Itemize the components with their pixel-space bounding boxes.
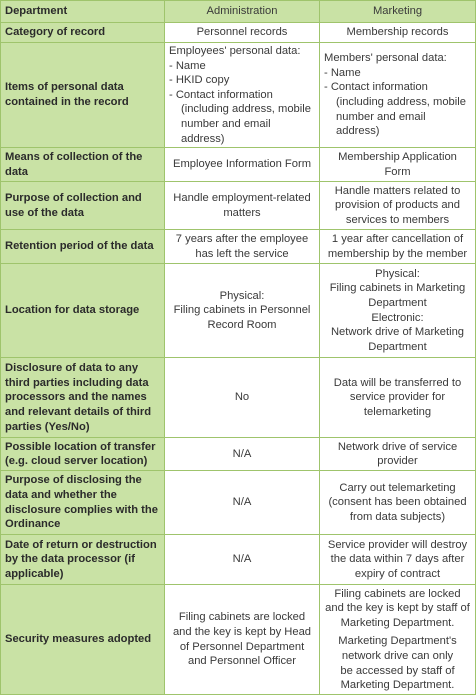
cell-line: Filing cabinets in Personnel	[173, 304, 311, 317]
cell-line: Physical:	[375, 267, 420, 280]
cell-line: Marketing Department.	[340, 679, 455, 692]
table-row	[1, 182, 476, 230]
admin-cell: Handle employment-related matters	[165, 182, 320, 230]
table-row	[1, 585, 476, 695]
admin-cell: N/A	[165, 438, 320, 471]
table-row	[1, 230, 476, 264]
cell-line: - Name	[324, 66, 361, 79]
marketing-cell	[320, 264, 476, 358]
row-label: Location for data storage	[1, 264, 165, 358]
header-department: Department	[1, 1, 165, 23]
marketing-cell: Service provider will destroy the data within 7 days after expiry of contract	[320, 535, 476, 585]
cell-line: be accessed by staff of	[340, 664, 455, 677]
cell-line: Department	[368, 297, 427, 310]
header-row	[1, 1, 476, 23]
row-label: Purpose of disclosing the data and whether the disclosure complies with the Ordinance	[1, 471, 165, 535]
cell-line: Department	[368, 340, 427, 353]
row-label: Security measures adopted	[1, 585, 165, 695]
marketing-cell: Handle matters related to provision of products and services to members	[320, 182, 476, 230]
marketing-cell: Membership records	[320, 23, 476, 43]
cell-line: (including address, mobile	[336, 96, 466, 109]
row-label: Category of record	[1, 23, 165, 43]
cell-line: - Name	[169, 59, 206, 72]
cell-line: - Contact information	[324, 81, 428, 94]
table-row	[1, 148, 476, 182]
admin-cell: N/A	[165, 535, 320, 585]
admin-cell: Personnel records	[165, 23, 320, 43]
cell-line: Network drive of Marketing	[330, 326, 465, 339]
cell-line: Employees' personal data:	[169, 45, 301, 57]
cell-line: Marketing Department's	[338, 635, 457, 648]
row-label: Disclosure of data to any third parties including data processors and the names and relevant details of third parties (Yes/No)	[1, 358, 165, 438]
admin-cell	[165, 264, 320, 358]
row-label: Possible location of transfer (e.g. cloud server location)	[1, 438, 165, 471]
cell-line: (including address, mobile	[181, 103, 311, 116]
cell-line: Electronic:	[371, 311, 424, 324]
cell-line: and the key is kept by staff of	[325, 602, 470, 615]
marketing-cell	[320, 43, 476, 148]
marketing-cell: Carry out telemarketing (consent has been obtained from data subjects)	[320, 471, 476, 535]
row-label: Items of personal data contained in the record	[1, 43, 165, 148]
cell-line: Filing cabinets in Marketing	[329, 282, 466, 295]
marketing-cell	[320, 585, 476, 695]
table-row	[1, 23, 476, 43]
cell-line: Filing cabinets are locked	[334, 587, 461, 600]
admin-cell: N/A	[165, 471, 320, 535]
cell-line: Marketing Department.	[340, 616, 455, 629]
marketing-cell: Data will be transferred to service provider for telemarketing	[320, 358, 476, 438]
cell-line: - Contact information	[169, 88, 273, 101]
table-row	[1, 535, 476, 585]
admin-cell: Employee Information Form	[165, 148, 320, 182]
table-row	[1, 43, 476, 148]
cell-line: - HKID copy	[169, 74, 230, 87]
admin-cell: No	[165, 358, 320, 438]
cell-line: number and email address)	[336, 110, 426, 138]
cell-line: network drive can only	[341, 649, 454, 662]
table-row	[1, 438, 476, 471]
row-label: Purpose of collection and use of the data	[1, 182, 165, 230]
cell-line: number and email address)	[181, 117, 271, 145]
row-label: Means of collection of the data	[1, 148, 165, 182]
table-row	[1, 264, 476, 358]
cell-line: Record Room	[207, 318, 277, 331]
admin-cell	[165, 43, 320, 148]
header-marketing: Marketing	[320, 1, 476, 23]
admin-cell: 7 years after the employee has left the service	[165, 230, 320, 264]
table-row	[1, 358, 476, 438]
cell-line: Physical:	[219, 289, 265, 302]
cell-line: Members' personal data:	[324, 52, 447, 65]
admin-cell: Filing cabinets are locked and the key is kept by Head of Personnel Department and Personnel Officer	[165, 585, 320, 695]
row-label: Retention period of the data	[1, 230, 165, 264]
table-row	[1, 471, 476, 535]
row-label: Date of return or destruction by the data processor (if applicable)	[1, 535, 165, 585]
marketing-cell: Network drive of service provider	[320, 438, 476, 471]
header-administration: Administration	[165, 1, 320, 23]
marketing-cell: 1 year after cancellation of membership by the member	[320, 230, 476, 264]
marketing-cell: Membership Application Form	[320, 148, 476, 182]
